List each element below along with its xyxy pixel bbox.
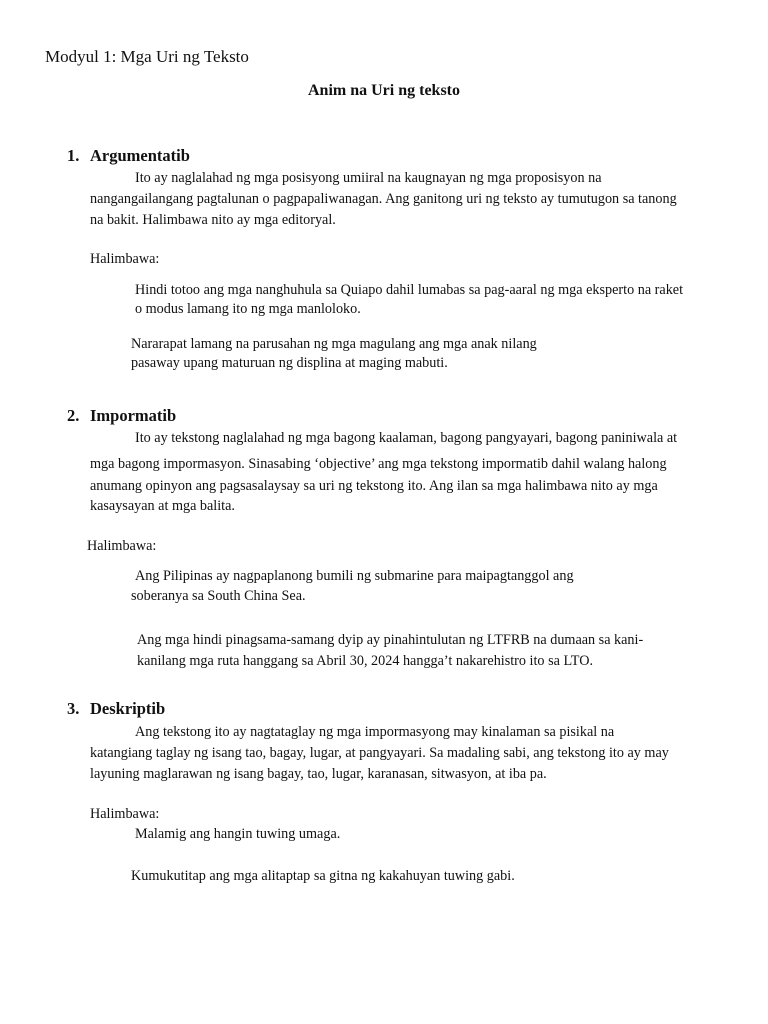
section-2-example-1-line-2: soberanya sa South China Sea. xyxy=(131,588,306,604)
section-3-number: 3. xyxy=(67,699,80,718)
section-2-body-line-4: kasaysayan at mga balita. xyxy=(90,498,235,514)
section-3-examples-label: Halimbawa: xyxy=(90,806,160,822)
section-3-heading: Deskriptib xyxy=(90,699,166,718)
section-3-body-line-1: Ang tekstong ito ay nagtataglay ng mga impormasyong may kinalaman sa pisikal na xyxy=(135,724,615,740)
section-1-examples-label: Halimbawa: xyxy=(90,251,160,267)
section-2-example-1-line-1: Ang Pilipinas ay nagpaplanong bumili ng submarine para maipagtanggol ang xyxy=(135,568,574,584)
section-1-example-1-line-2: o modus lamang ito ng mga manloloko. xyxy=(135,301,361,317)
section-1-example-2-line-2: pasaway upang maturuan ng displina at maging mabuti. xyxy=(131,355,448,371)
module-title: Modyul 1: Mga Uri ng Teksto xyxy=(45,47,249,66)
section-2-body-line-1: Ito ay tekstong naglalahad ng mga bagong kaalaman, bagong pangyayari, bagong paniniwala at xyxy=(135,430,678,446)
section-2-body-line-2: mga bagong impormasyon. Sinasabing ‘objective’ ang mga tekstong impormatib dahil walang halong xyxy=(90,456,667,472)
section-1-number: 1. xyxy=(67,146,80,165)
section-2-example-2-line-1: Ang mga hindi pinagsama-samang dyip ay pinahintulutan ng LTFRB na dumaan sa kani- xyxy=(137,632,644,648)
section-2-example-2-line-2: kanilang mga ruta hanggang sa Abril 30, 2024 hangga’t nakarehistro ito sa LTO. xyxy=(137,653,594,669)
section-2-number: 2. xyxy=(67,406,80,425)
section-1-body-line-2: nangangailangang pagtalunan o pagpapaliwanagan. Ang ganitong uri ng teksto ay tumutugon sa tanong xyxy=(90,191,677,207)
section-2-heading: Impormatib xyxy=(90,406,177,425)
section-3-example-2: Kumukutitap ang mga alitaptap sa gitna ng kakahuyan tuwing gabi. xyxy=(131,868,515,884)
section-1-example-2-line-1: Nararapat lamang na parusahan ng mga magulang ang mga anak nilang xyxy=(131,336,537,352)
section-1-heading: Argumentatib xyxy=(90,146,190,165)
document-title: Anim na Uri ng teksto xyxy=(307,82,460,99)
section-1-example-1-line-1: Hindi totoo ang mga nanghuhula sa Quiapo dahil lumabas sa pag-aaral ng mga eksperto na raket xyxy=(135,282,684,298)
section-3-body-line-3: layuning maglarawan ng isang bagay, tao, lugar, karanasan, sitwasyon, at iba pa. xyxy=(90,766,547,782)
section-1-body-line-1: Ito ay naglalahad ng mga posisyong umiiral na kaugnayan ng mga proposisyon na xyxy=(135,170,602,186)
section-2-examples-label: Halimbawa: xyxy=(87,538,157,554)
section-2-body-line-3: anumang opinyon ang pagsasalaysay sa uri ng tekstong ito. Ang ilan sa mga halimbawa nito ay mga xyxy=(90,478,658,494)
section-1-body-line-3: na bakit. Halimbawa nito ay mga editoryal. xyxy=(90,212,336,228)
section-3-body-line-2: katangiang taglay ng isang tao, bagay, lugar, at pangyayari. Sa madaling sabi, ang tekstong ito ay may xyxy=(90,745,669,761)
section-3-example-1: Malamig ang hangin tuwing umaga. xyxy=(135,826,341,842)
